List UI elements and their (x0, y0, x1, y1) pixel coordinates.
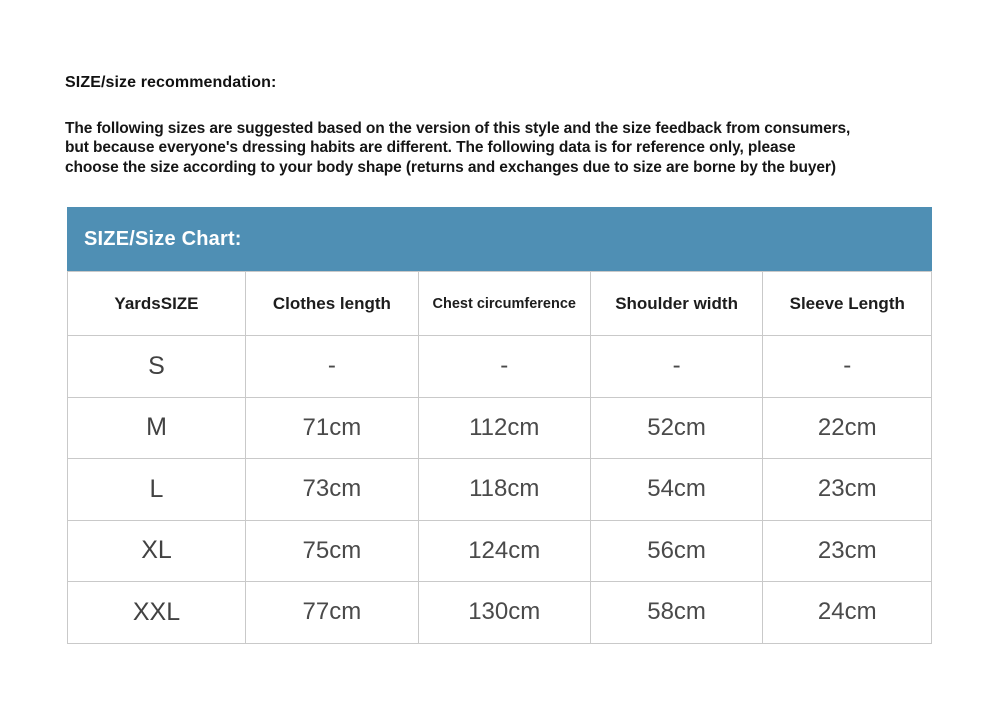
size-table-row-l (68, 459, 932, 521)
column-header-sleeve-length: Sleeve Length (763, 272, 932, 336)
chest-circumference-value: 112cm (418, 397, 590, 459)
size-label: S (68, 336, 246, 398)
clothes-length-value: 77cm (245, 582, 418, 644)
size-chart-banner (67, 207, 932, 271)
column-header-chest-circumference: Chest circumference (418, 272, 590, 336)
sleeve-length-value: 22cm (763, 397, 932, 459)
sleeve-length-value: 23cm (763, 520, 932, 582)
shoulder-width-value: 58cm (590, 582, 763, 644)
size-chart (67, 207, 932, 644)
size-label: M (68, 397, 246, 459)
size-recommendation-title: SIZE/size recommendation: (65, 74, 277, 91)
chest-circumference-value: 118cm (418, 459, 590, 521)
size-table-row-xl (68, 520, 932, 582)
size-chart-banner-title: SIZE/Size Chart: (84, 227, 242, 250)
sleeve-length-value: 24cm (763, 582, 932, 644)
size-table (67, 271, 932, 644)
size-table-row-xxl (68, 582, 932, 644)
shoulder-width-value: 54cm (590, 459, 763, 521)
sleeve-length-value: - (763, 336, 932, 398)
size-table-row-m (68, 397, 932, 459)
size-recommendation-line: choose the size according to your body shape (returns and exchanges due to size are borne by the buyer) (65, 158, 836, 176)
size-table-row-s (68, 336, 932, 398)
size-recommendation-line: but because everyone's dressing habits are different. The following data is for reference only, please (65, 139, 796, 157)
sleeve-length-value: 23cm (763, 459, 932, 521)
size-label: XXL (68, 582, 246, 644)
shoulder-width-value: 56cm (590, 520, 763, 582)
column-header-size: YardsSIZE (68, 272, 246, 336)
chest-circumference-value: - (418, 336, 590, 398)
clothes-length-value: 71cm (245, 397, 418, 459)
clothes-length-value: - (245, 336, 418, 398)
size-label: L (68, 459, 246, 521)
clothes-length-value: 73cm (245, 459, 418, 521)
column-header-clothes-length: Clothes length (245, 272, 418, 336)
chest-circumference-value: 124cm (418, 520, 590, 582)
size-recommendation-text (65, 119, 945, 177)
clothes-length-value: 75cm (245, 520, 418, 582)
size-label: XL (68, 520, 246, 582)
shoulder-width-value: 52cm (590, 397, 763, 459)
shoulder-width-value: - (590, 336, 763, 398)
size-recommendation-line: The following sizes are suggested based on the version of this style and the size feedback from consumers, (65, 120, 851, 137)
size-table-header-row (68, 272, 932, 336)
column-header-shoulder-width: Shoulder width (590, 272, 763, 336)
chest-circumference-value: 130cm (418, 582, 590, 644)
